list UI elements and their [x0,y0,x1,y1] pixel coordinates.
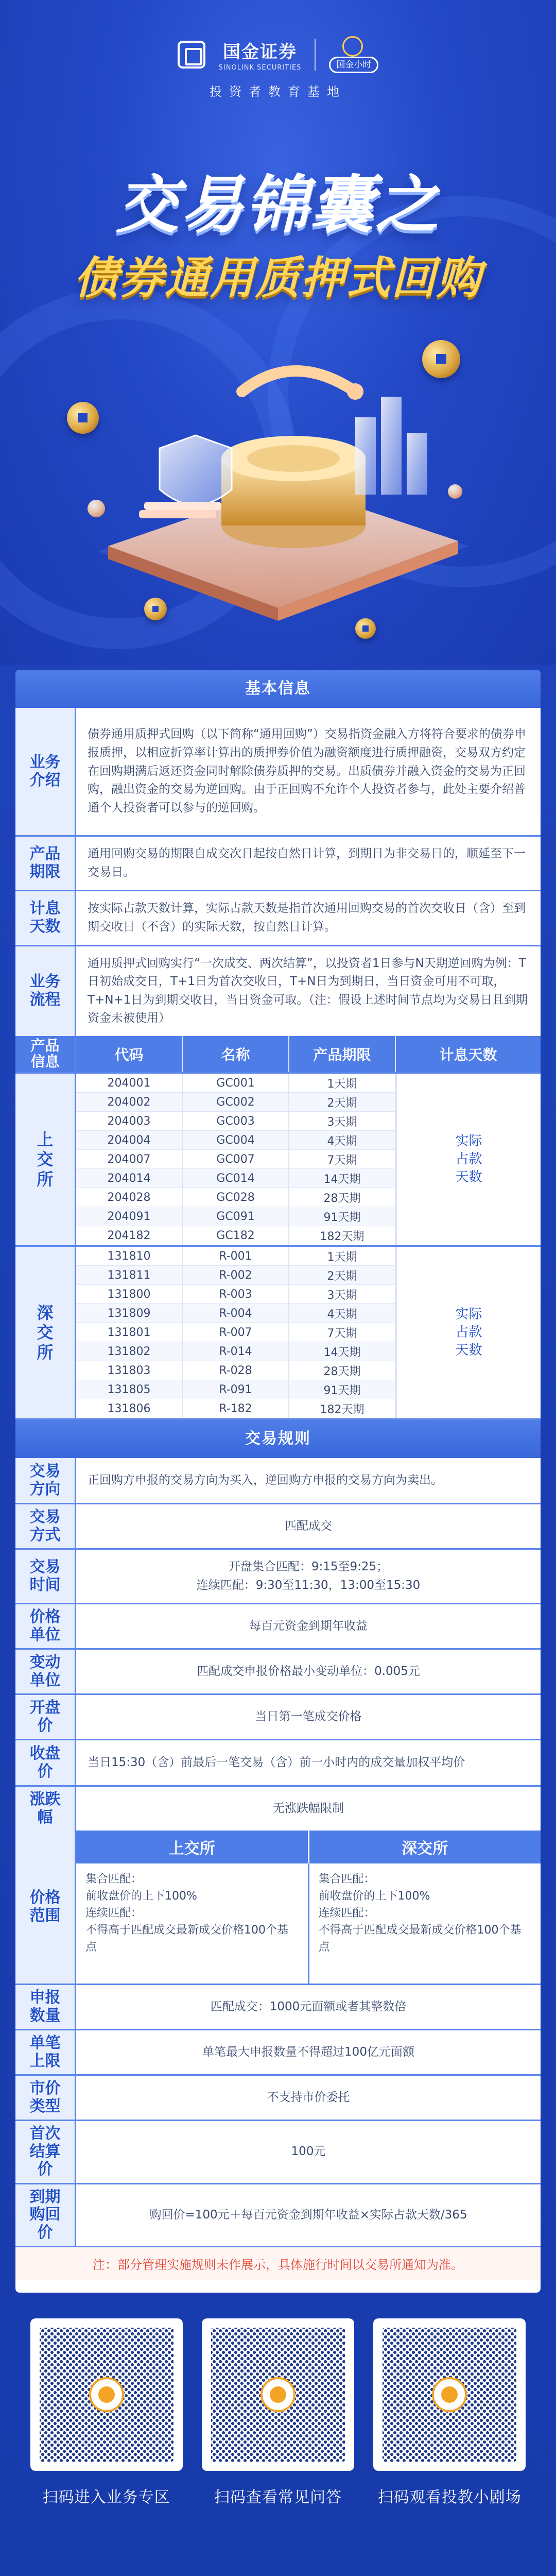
row-value: 购回价=100元＋每百元资金到期年收益×实际占款天数/365 [149,2208,467,2222]
bond-illustration [67,330,489,639]
product-name: GC001 [183,1074,289,1092]
coin-icon [422,340,460,378]
product-code: 131802 [76,1342,183,1361]
product-term: 14天期 [289,1342,396,1361]
row-value: 匹配成交 [285,1519,332,1533]
row-value: 无涨跌幅限制 [273,1802,344,1816]
product-row [76,1399,396,1418]
product-name: GC028 [183,1188,289,1207]
product-code: 204182 [76,1226,183,1245]
info-row [15,891,541,946]
sinolink-logo-icon [178,41,205,69]
hero-title: 交易锦囊之 [116,168,440,242]
product-term: 1天期 [289,1247,396,1265]
product-row [76,1285,396,1304]
product-term: 2天期 [289,1093,396,1111]
price-range-row [15,1831,541,1985]
info-row [15,708,541,837]
row-value: 通用回购交易的期限自成交次日起按自然日计算，到期日为非交易日的，顺延至下一交易日。 [88,847,526,879]
product-row [76,1207,396,1226]
product-code: 131803 [76,1361,183,1380]
product-name: R-182 [183,1399,289,1418]
product-code: 204002 [76,1093,183,1111]
row-value: 正回购方申报的交易方向为买入，逆回购方申报的交易方向为卖出。 [88,1473,443,1487]
product-term: 3天期 [289,1112,396,1130]
qr-card[interactable] [202,2318,354,2507]
row-label: 市价 类型 [15,2076,76,2120]
product-code: 204003 [76,1112,183,1130]
product-term: 91天期 [289,1380,396,1399]
row-value: 开盘集合匹配：9:15至9:25； 连续匹配：9:30至11:30，13:00至15:30 [196,1560,421,1592]
product-name: R-091 [183,1380,289,1399]
product-rows-sh [76,1074,396,1245]
row-value: 按实际占款天数计算，实际占款天数是指首次通用回购交易的首次交收日（含）至到期交收日（不含）的实际天数，按自然日计算。 [88,902,526,934]
product-name: R-007 [183,1323,289,1342]
product-row [76,1093,396,1112]
product-code: 204028 [76,1188,183,1207]
product-name: GC003 [183,1112,289,1130]
qr-code-icon[interactable] [211,2328,345,2462]
brand-divider [315,39,316,71]
product-code: 204007 [76,1150,183,1168]
badge-logo [329,36,378,73]
info-row [15,1550,541,1604]
product-row [76,1380,396,1399]
info-row [15,1695,541,1740]
product-term: 182天期 [289,1399,396,1418]
product-row [76,1169,396,1188]
row-value: 当日第一笔成交价格 [255,1710,362,1724]
product-row [76,1150,396,1169]
row-label: 业务 流程 [15,946,76,1037]
info-card [15,670,541,2293]
product-term: 4天期 [289,1131,396,1149]
product-table [15,1036,541,1420]
product-name: R-002 [183,1266,289,1284]
days-note-sz: 实际 占款 天数 [396,1247,541,1418]
info-row [15,2184,541,2246]
info-row [15,1985,541,2030]
product-rows-sz [76,1247,396,1418]
rules-rows-b [15,1985,541,2246]
product-group-sh [76,1072,541,1245]
product-term: 28天期 [289,1361,396,1380]
info-row [15,837,541,891]
product-name: R-004 [183,1304,289,1323]
row-label: 开盘 价 [15,1695,76,1739]
product-code: 131805 [76,1380,183,1399]
product-name: GC091 [183,1207,289,1226]
rules-rows-a [15,1458,541,1831]
info-row [15,946,541,1037]
info-row [15,1504,541,1550]
row-label: 申报 数量 [15,1985,76,2029]
basic-info-rows [15,708,541,1036]
coin-icon [355,618,376,639]
product-code: 131801 [76,1323,183,1342]
product-side [15,1036,76,1418]
row-value: 当日15:30（含）前最后一笔交易（含）前一小时内的成交量加权平均价 [88,1756,465,1770]
brand-name-cn: 国金证券 [222,42,297,62]
row-label: 交易 时间 [15,1550,76,1603]
row-label: 到期 购回 价 [15,2184,76,2246]
product-term: 7天期 [289,1323,396,1342]
row-value: 单笔最大申报数量不得超过100亿元面额 [202,2045,414,2059]
product-name: R-014 [183,1342,289,1361]
row-value: 匹配成交：1000元面额或者其整数倍 [210,2000,407,2014]
price-range-sh-text: 集合匹配： 前收盘价的上下100% 连续匹配： 不得高于匹配成交最新成交价格100个基点 [76,1863,309,1984]
product-name: R-003 [183,1285,289,1303]
hero-subtitle: 债券通用质押式回购 [74,252,482,304]
row-value: 不支持市价委托 [267,2091,350,2105]
product-header-row [76,1036,541,1072]
header-code: 代码 [76,1036,183,1072]
product-term: 91天期 [289,1207,396,1226]
days-note-sh: 实际 占款 天数 [396,1074,541,1245]
qr-section [0,2318,556,2507]
badge-label: 国金小时 [329,57,378,73]
decor-orb [88,500,105,517]
row-label: 首次 结算 价 [15,2121,76,2183]
product-term: 2天期 [289,1266,396,1284]
product-code: 131806 [76,1399,183,1418]
product-row [76,1361,396,1380]
row-label: 交易 方向 [15,1458,76,1503]
qr-caption: 扫码进入业务专区 [42,2488,170,2506]
product-label: 产品 信息 [15,1036,75,1072]
brand-header [0,36,556,99]
info-row [15,1650,541,1695]
qr-code-icon[interactable] [40,2328,173,2462]
product-row [76,1266,396,1285]
product-term: 3天期 [289,1285,396,1303]
info-row [15,1740,541,1787]
product-row [76,1323,396,1342]
product-name: GC002 [183,1093,289,1111]
product-name: R-028 [183,1361,289,1380]
row-label: 交易 方式 [15,1504,76,1548]
product-row [76,1131,396,1150]
product-term: 14天期 [289,1169,396,1188]
row-label: 收盘 价 [15,1740,76,1785]
hero-banner [0,0,556,665]
qr-card[interactable] [373,2318,526,2507]
exchange-sh: 上 交 所 [15,1072,75,1245]
row-value: 匹配成交申报价格最小变动单位：0.005元 [197,1665,420,1679]
price-range-sz-title: 深交所 [309,1831,541,1863]
section-heading-rules: 交易规则 [15,1420,541,1458]
row-value: 通用质押式回购实行“一次成交、两次结算”，以投资者1日参与N天期逆回购为例：T日初始成交日，T+1日为首次交收日，T+N日为到期日，当日资金可用不可取，T+N+1日为到期交收日，当日资金可取。（注：假设上述时间节点均为交易日且到期资金未被使用） [88,956,528,1025]
product-row [76,1074,396,1093]
price-range-sz-text: 集合匹配： 前收盘价的上下100% 连续匹配： 不得高于匹配成交最新成交价格100个基点 [318,1873,522,1954]
product-row [76,1188,396,1207]
brand-name-en: SINOLINK SECURITIES [218,64,302,72]
product-name: GC182 [183,1226,289,1245]
exchange-sz: 深 交 所 [15,1245,75,1418]
sun-icon [342,36,363,57]
rules-note: 注：部分管理实施规则未作展示，具体施行时间以交易所通知为准。 [15,2246,541,2280]
qr-caption: 扫码观看投教小剧场 [377,2488,522,2506]
info-row [15,1787,541,1831]
row-label: 产品 期限 [15,837,76,890]
product-code: 131810 [76,1247,183,1265]
product-name: GC007 [183,1150,289,1168]
product-name: GC014 [183,1169,289,1188]
product-row [76,1342,396,1361]
info-row [15,2076,541,2121]
product-main [76,1036,541,1418]
row-value: 每百元资金到期年收益 [249,1619,368,1633]
qr-code-icon[interactable] [383,2328,516,2462]
coin-icon [67,402,99,434]
product-code: 204004 [76,1131,183,1149]
row-label: 业务 介绍 [15,708,76,835]
product-name: GC004 [183,1131,289,1149]
section-heading-basic: 基本信息 [15,670,541,708]
info-row [15,1604,541,1650]
product-code: 204091 [76,1207,183,1226]
row-label: 单笔 上限 [15,2030,76,2074]
product-code: 204001 [76,1074,183,1092]
qr-caption: 扫码查看常见问答 [214,2488,342,2506]
row-label: 价格 单位 [15,1604,76,1648]
row-label: 计息 天数 [15,891,76,944]
header-days: 计息天数 [439,1046,497,1064]
header-name: 名称 [183,1036,289,1072]
product-row [76,1112,396,1131]
product-term: 28天期 [289,1188,396,1207]
decor-orb [448,484,462,499]
product-code: 131800 [76,1285,183,1303]
product-code: 131809 [76,1304,183,1323]
product-term: 4天期 [289,1304,396,1323]
row-value: 100元 [291,2145,326,2159]
row-label: 价格 范围 [15,1831,76,1984]
product-code: 204014 [76,1169,183,1188]
product-group-sz [76,1245,541,1418]
info-row [15,1458,541,1504]
coin-icon [144,598,167,620]
brand-subtitle: 投资者教育基地 [210,84,346,99]
price-range [76,1831,541,1984]
product-row [76,1226,396,1245]
product-term: 182天期 [289,1226,396,1245]
product-code: 131811 [76,1266,183,1284]
qr-card[interactable] [30,2318,183,2507]
info-row [15,2121,541,2184]
info-row [15,2030,541,2076]
product-row [76,1247,396,1266]
header-term: 产品期限 [289,1036,396,1072]
hero-illustration [67,330,489,639]
product-term: 7天期 [289,1150,396,1168]
product-term: 1天期 [289,1074,396,1092]
row-label: 变动 单位 [15,1650,76,1693]
row-label: 涨跌 幅 [15,1787,76,1831]
product-row [76,1304,396,1323]
row-value: 债券通用质押式回购（以下简称“通用回购”）交易指资金融入方将符合要求的债券申报质押，以相应折算率计算出的质押券价值为融资额度进行质押融资，交易双方约定在回购期满后返还资金同时解除债券质押的交易。出质债券并融入资金的交易为正回购，融出资金的交易为逆回购。由于正回购不允许个人投资者参与，此处主要介绍普通个人投资者可以参与的逆回购。 [88,727,526,815]
product-name: R-001 [183,1247,289,1265]
price-range-sh-title: 上交所 [76,1831,309,1863]
